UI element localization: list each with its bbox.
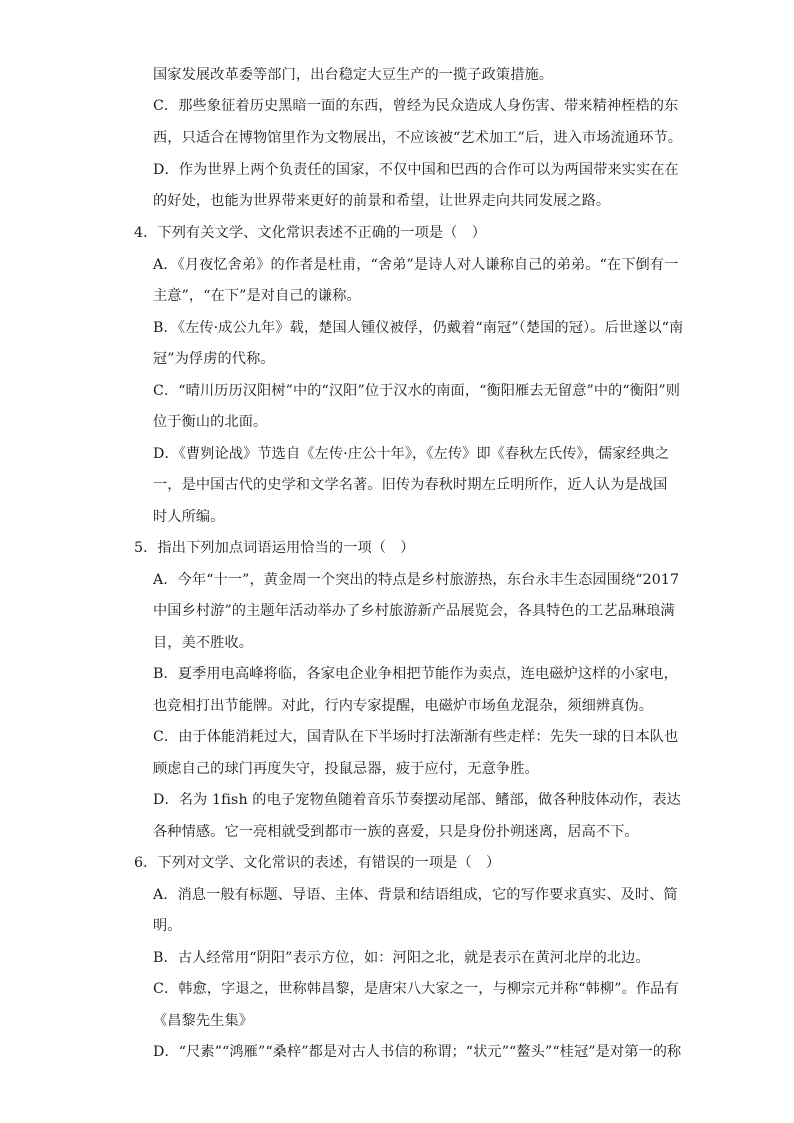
option-d-line: D．名为 1fish 的电子宠物鱼随着音乐节奏摆动尾部、鳍部，做各种肢体动作，表达 [153,792,681,808]
option-a-line: A．今年“十一”，黄金周一个突出的特点是乡村旅游热，东台永丰生态园围绕“2017 [153,572,680,588]
option-c-line: C．由于体能消耗过大，国青队在下半场时打法渐渐有些走样：先失一球的日本队也 [153,729,679,745]
text-line: 各种情感。它一亮相就受到都市一族的喜爱，只是身份扑朔迷离，居高不下。 [153,824,639,840]
text-line: 西，只适合在博物馆里作为文物展出，不应该被“艺术加工”后，进入市场流通环节。 [153,130,683,146]
option-b-line: B．古人经常用“阴阳”表示方位，如：河阳之北，就是表示在黄河北岸的北边。 [153,950,650,966]
option-a-line: A．《月夜忆舍弟》的作者是杜甫，“舍弟”是诗人对人谦称自己的弟弟。“在下倒有一 [153,257,679,273]
text-line: 也竞相打出节能牌。对此，行内专家提醒，电磁炉市场鱼龙混杂，须细辨真伪。 [153,698,654,714]
text-line: 《昌黎先生集》 [153,1013,254,1029]
question-6-stem: 6．下列对文学、文化常识的表述，有错误的一项是（ ） [134,855,501,871]
question-4-stem: 4．下列有关文学、文化常识表述不正确的一项是（ ） [134,225,487,241]
text-line: 主意”，“在下”是对自己的谦称。 [153,288,361,304]
option-d-line: D．作为世界上两个负责任的国家，不仅中国和巴西的合作可以为两国带来实实在在 [153,162,679,178]
text-line: 时人所编。 [153,509,225,525]
text-line: 中国乡村游”的主题年活动举办了乡村旅游新产品展览会，各具特色的工艺品琳琅满 [153,603,675,619]
option-d-line: D．“尺素”“鸿雁”“桑梓”都是对古人书信的称谓；“状元”“鳌头”“桂冠”是对第一的称 [153,1044,682,1060]
text-line: 一，是中国古代的史学和文学名著。旧传为春秋时期左丘明所作，近人认为是战国 [153,477,668,493]
question-5-stem: 5．指出下列加点词语运用恰当的一项（ ） [134,540,415,556]
text-line: 的好处，也能为世界带来更好的前景和希望，让世界走向共同发展之路。 [153,193,611,209]
option-b-line: B．《左传·成公九年》载，楚国人锺仪被俘，仍戴着“南冠”（楚国的冠）。后世遂以“南 [153,320,684,336]
option-c-line: C．那些象征着历史黑暗一面的东西，曾经为民众造成人身伤害、带来精神桎梏的东 [153,98,679,114]
option-c-line: C．韩愈，字退之，世称韩昌黎，是唐宋八大家之一，与柳宗元并称“韩柳”。作品有 [153,981,679,997]
text-line: 冠”为俘虏的代称。 [153,351,275,367]
option-b-line: B．夏季用电高峰将临，各家电企业争相把节能作为卖点，连电磁炉这样的小家电， [153,666,678,682]
text-line: 顾虑自己的球门再度失守，投鼠忌器，疲于应付，无意争胜。 [153,761,539,777]
text-line: 目，美不胜收。 [153,635,254,651]
text-line: 明。 [153,918,182,934]
text-line: 国家发展改革委等部门，出台稳定大豆生产的一揽子政策措施。 [153,67,554,83]
option-a-line: A．消息一般有标题、导语、主体、背景和结语组成，它的写作要求真实、及时、简 [153,887,678,903]
option-d-line: D．《曹刿论战》节选自《左传·庄公十年》，《左传》即《春秋左氏传》，儒家经典之 [153,446,670,462]
option-c-line: C．“晴川历历汉阳树”中的“汉阳”位于汉水的南面，“衡阳雁去无留意”中的“衡阳”则 [153,383,680,399]
text-line: 位于衡山的北面。 [153,414,268,430]
